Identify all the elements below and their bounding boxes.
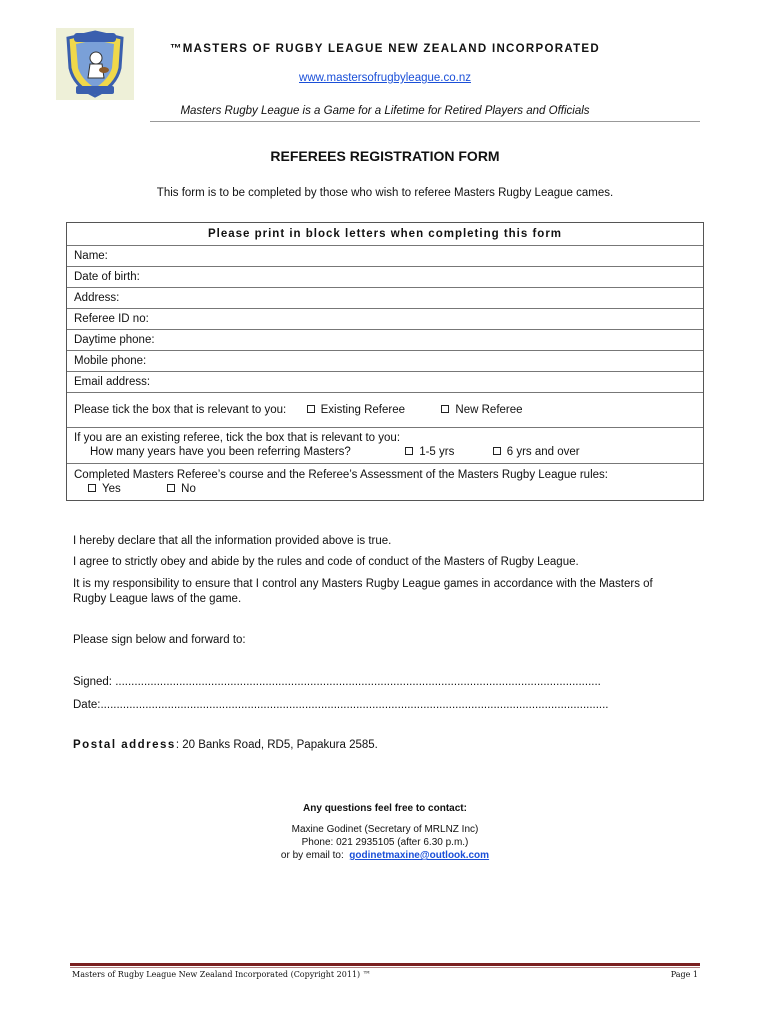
years-6-plus-label: 6 yrs and over <box>506 446 580 458</box>
contact-email-line <box>0 850 770 861</box>
organization-title: ™MASTERS OF RUGBY LEAGUE NEW ZEALAND INCORPORATED <box>169 43 600 55</box>
course-prompt: Completed Masters Referee’s course and the Referee’s Assessment of the Masters Rugby League rules: <box>74 469 608 481</box>
new-referee-option[interactable] <box>441 404 522 416</box>
years-1-5-label: 1-5 yrs <box>419 446 455 458</box>
field-referee-id[interactable]: Referee ID no: <box>67 308 703 329</box>
years-prompt: If you are an existing referee, tick the box that is relevant to you: <box>74 432 401 444</box>
referee-type-row <box>67 392 703 427</box>
existing-referee-label: Existing Referee <box>320 404 406 416</box>
course-yes-checkbox[interactable] <box>88 484 96 492</box>
footer-divider <box>70 963 700 966</box>
contact-heading: Any questions feel free to contact: <box>303 803 467 814</box>
footer-copyright: Masters of Rugby League New Zealand Incorporated (Copyright 2011) ™ <box>72 970 371 979</box>
website-link[interactable]: www.mastersofrugbyleague.co.nz <box>299 72 471 84</box>
field-daytime-phone[interactable]: Daytime phone: <box>67 329 703 350</box>
contact-email-prefix: or by email to: <box>280 850 344 861</box>
years-question: How many years have you been referring Masters? <box>90 446 351 458</box>
years-row <box>67 427 703 463</box>
header-divider <box>150 121 700 122</box>
years-6-plus-checkbox[interactable] <box>493 447 501 455</box>
field-name[interactable]: Name: <box>67 245 703 266</box>
field-date-of-birth[interactable]: Date of birth: <box>67 266 703 287</box>
footer-divider-thin <box>70 967 700 968</box>
course-yes-option[interactable] <box>88 483 121 495</box>
contact-email-link[interactable]: godinetmaxine@outlook.com <box>349 850 490 861</box>
contact-phone: Phone: 021 2935105 (after 6.30 p.m.) <box>301 837 469 848</box>
postal-address-value: : 20 Banks Road, RD5, Papakura 2585. <box>175 739 378 751</box>
years-6-plus-option[interactable] <box>493 446 580 458</box>
course-no-checkbox[interactable] <box>167 484 175 492</box>
existing-referee-option[interactable] <box>307 404 405 416</box>
tagline: Masters Rugby League is a Game for a Lifetime for Retired Players and Officials <box>180 105 590 117</box>
course-row <box>67 463 703 500</box>
course-no-option[interactable] <box>167 483 196 495</box>
field-email-address[interactable]: Email address: <box>67 371 703 392</box>
field-mobile-phone[interactable]: Mobile phone: <box>67 350 703 371</box>
course-yes-label: Yes <box>102 483 121 495</box>
referee-type-prompt: Please tick the box that is relevant to you: <box>74 404 287 416</box>
years-1-5-option[interactable] <box>405 446 454 458</box>
postal-address-label: Postal address <box>73 739 176 751</box>
masters-logo <box>56 28 134 100</box>
signed-line[interactable]: Signed: ........................................................................................................................................................ <box>73 676 601 688</box>
form-title: REFEREES REGISTRATION FORM <box>270 148 500 164</box>
declaration-line-1: I hereby declare that all the information provided above is true. <box>73 535 392 547</box>
contact-name: Maxine Godinet (Secretary of MRLNZ Inc) <box>291 824 479 835</box>
field-address[interactable]: Address: <box>67 287 703 308</box>
postal-address <box>73 739 378 751</box>
new-referee-checkbox[interactable] <box>441 405 449 413</box>
date-line[interactable]: Date:............................................................................................................................................................... <box>73 699 609 711</box>
sign-instruction: Please sign below and forward to: <box>73 634 246 646</box>
declaration-line-2: I agree to strictly obey and abide by the rules and code of conduct of the Masters of Rugby League. <box>73 556 579 568</box>
new-referee-label: New Referee <box>455 404 523 416</box>
footer-page-number: Page 1 <box>670 970 698 979</box>
course-no-label: No <box>181 483 196 495</box>
form-intro: This form is to be completed by those who wish to referee Masters Rugby League cames. <box>156 187 614 199</box>
years-1-5-checkbox[interactable] <box>405 447 413 455</box>
declaration-line-3: It is my responsibility to ensure that I control any Masters Rugby League games in accordance with the Masters of Rugby League laws of the game. <box>73 578 653 605</box>
registration-table <box>66 222 704 501</box>
existing-referee-checkbox[interactable] <box>307 405 315 413</box>
table-header: Please print in block letters when completing this form <box>207 228 563 240</box>
